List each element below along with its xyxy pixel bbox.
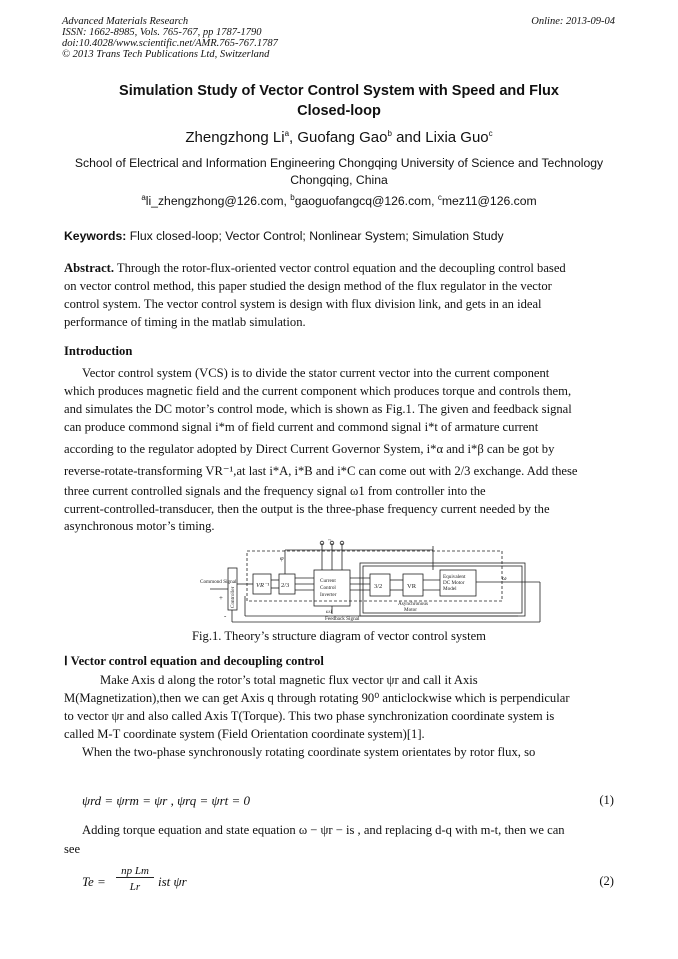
- emails: [0, 193, 678, 208]
- figure-1-diagram: [200, 538, 620, 626]
- sec1-line-1: Make Axis d along the rotor’s total magnetic flux vector ψr and call it Axis: [100, 673, 478, 687]
- author-1: Zhengzhong Li: [185, 129, 285, 146]
- section-title: Vector control equation and decoupling control: [70, 654, 324, 668]
- equation-2-number: (2): [599, 874, 614, 888]
- label-dc-3: Model: [443, 586, 457, 592]
- label-omega1: ω1: [326, 609, 333, 615]
- sec1-line-6: Adding torque equation and state equation ω − ψr − is , and replacing d-q with m-t, then we can: [82, 823, 565, 837]
- label-feedback: Feedback Signal: [325, 616, 360, 622]
- label-cci-1: Current: [320, 578, 336, 584]
- author-2-sup: b: [387, 129, 392, 138]
- label-vr-inverse: VR⁻¹: [256, 582, 270, 589]
- label-tilde: ~: [328, 538, 332, 544]
- sec1-line-5: When the two-phase synchronously rotating coordinate system orientates by rotor flux, so: [82, 745, 536, 759]
- equation-2-rhs: ist ψr: [158, 874, 187, 889]
- doi-line[interactable]: doi:10.4028/www.scientific.net/AMR.765-767.1787: [62, 38, 278, 49]
- affiliation-line2: Chongqing, China: [290, 173, 388, 187]
- figure-1-caption: Fig.1. Theory’s structure diagram of vector control system: [192, 629, 486, 643]
- keywords-text: Flux closed-loop; Vector Control; Nonlinear System; Simulation Study: [126, 229, 504, 243]
- label-cci-3: Inverter: [320, 592, 337, 598]
- keywords: [64, 229, 504, 243]
- paper-title-line2: Closed-loop: [297, 103, 381, 119]
- equation-1-number: (1): [599, 793, 614, 807]
- label-vr: VR: [407, 583, 417, 590]
- intro-line-4: can produce commond signal i*m of field current and commond signal i*t of armature current: [64, 420, 539, 434]
- label-minus: -: [224, 612, 227, 620]
- email-1[interactable]: li_zhengzhong@126.com,: [145, 194, 291, 209]
- email-3-sup: c: [437, 193, 442, 202]
- intro-line-8: current-controlled-transducer, then the output is the three-phase frequency current needed by the: [64, 502, 550, 516]
- label-dc-2: DC Motor: [443, 580, 465, 586]
- email-1-sup: a: [141, 193, 146, 202]
- author-3: and Lixia Guo: [391, 129, 489, 146]
- label-psi: φ: [280, 555, 284, 562]
- label-controller: Controller: [230, 586, 236, 608]
- label-cci-2: Control: [320, 585, 336, 591]
- intro-line-9: asynchronous motor’s timing.: [64, 519, 215, 533]
- abstract-line-4: performance of timing in the matlab simulation.: [64, 315, 306, 329]
- author-1-sup: a: [284, 129, 290, 138]
- sec1-line-4: called M-T coordinate system (Field Orientation coordinate system)[1].: [64, 727, 425, 741]
- author-3-sup: c: [488, 129, 493, 138]
- abstract-line-1: [64, 259, 614, 277]
- intro-line-1: Vector control system (VCS) is to divide the stator current vector into the current component: [82, 366, 550, 380]
- label-async-1: Asynchronous: [398, 601, 428, 607]
- equation-2-numerator: np Lm: [116, 865, 154, 878]
- abstract-label: Abstract.: [64, 261, 115, 275]
- abstract-line-2: on vector control method, this paper studied the design method of the flux regulator in the vector: [64, 279, 552, 293]
- sec1-line-2: M(Magnetization),then we can get Axis q through rotating 90⁰ anticlockwise which is perpendicular: [64, 691, 570, 705]
- label-plus: +: [219, 594, 223, 602]
- copyright-line: © 2013 Trans Tech Publications Ltd, Switzerland: [62, 49, 270, 60]
- label-async-2: Motor: [404, 607, 417, 613]
- label-omega: ω: [502, 575, 507, 582]
- equation-2-denominator: Lr: [129, 881, 141, 893]
- sec1-line-3: to vector ψr and also called Axis T(Torque). This two phase synchronization coordinate system is: [64, 709, 555, 723]
- affiliation-line1: School of Electrical and Information Engineering Chongqing University of Science and Technology: [74, 156, 604, 170]
- section-number: Ⅰ: [64, 654, 68, 668]
- equation-1: ψrd = ψrm = ψr , ψrq = ψrt = 0: [82, 793, 251, 808]
- intro-line-7: three current controlled signals and the frequency signal ω1 from controller into the: [64, 484, 486, 498]
- equation-2-lhs: Te =: [82, 874, 106, 889]
- email-2-sup: b: [290, 193, 295, 202]
- section-heading-introduction: Introduction: [64, 344, 133, 358]
- label-commond-signal: Commond Signal: [200, 579, 237, 585]
- paper-title-line1: Simulation Study of Vector Control System with Speed and Flux: [119, 83, 559, 99]
- abstract-line-3: control system. The vector control system is design with flux division link, and gets in an ideal: [64, 297, 542, 311]
- label-three-two: 3/2: [374, 583, 383, 590]
- abstract-text-1: Through the rotor-flux-oriented vector control equation and the decoupling control based: [114, 261, 566, 275]
- keywords-label: Keywords:: [64, 229, 127, 243]
- email-3[interactable]: mez11@126.com: [441, 194, 537, 209]
- intro-line-3: and simulates the DC motor’s control mode, which is shown as Fig.1. The given and feedback signal: [64, 402, 572, 416]
- issn-line: ISSN: 1662-8985, Vols. 765-767, pp 1787-1790: [62, 27, 262, 38]
- intro-line-5: according to the regulator adopted by Direct Current Governor System, i*α and i*β can be got by: [64, 442, 555, 456]
- authors: [0, 129, 678, 146]
- sec1-line-7: see: [64, 842, 81, 856]
- label-dc-1: Equivalent: [443, 574, 466, 580]
- author-2: , Guofang Gao: [289, 129, 388, 146]
- journal-name: Advanced Materials Research: [62, 16, 189, 27]
- intro-line-6: reverse-rotate-transforming VR⁻¹,at last i*A, i*B and i*C can come out with 2/3 exchange. Add these: [64, 464, 578, 478]
- label-two-three: 2/3: [281, 582, 290, 589]
- section-heading-1: [64, 653, 324, 669]
- intro-line-2: which produces magnetic field and the current component which produces torque and controls them,: [64, 384, 572, 398]
- email-2[interactable]: gaoguofangcq@126.com,: [294, 194, 438, 209]
- online-date: Online: 2013-09-04: [531, 16, 615, 27]
